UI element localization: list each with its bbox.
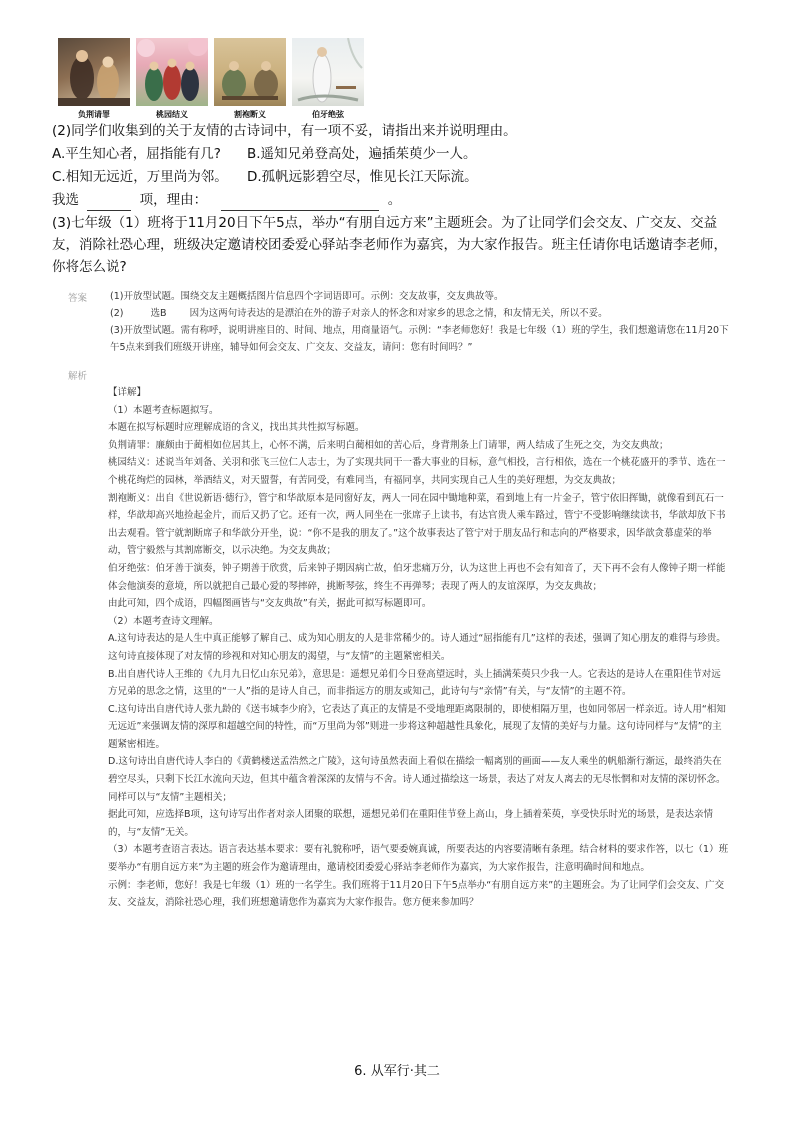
analysis-paragraph: （2）本题考查诗文理解。 (108, 615, 219, 627)
next-section-title: 6. 从军行·其二 (354, 1064, 440, 1079)
question-2-answer-line (52, 189, 401, 211)
illustration-boya-juexian (292, 38, 364, 106)
reason-blank[interactable] (221, 194, 379, 211)
analysis-paragraph: 据此可知，应选择B项，这句诗写出作者对亲人团聚的联想，遥想兄弟们在重阳佳节登上高山，身上插着茱萸，享受快乐时光的场景，是表达亲情的，与“友情”无关。 (108, 809, 714, 838)
option-a: A.平生知心者，屈指能有几? (52, 146, 221, 162)
answer-prefix: 我选 (52, 192, 79, 208)
analysis-paragraph: D.这句诗出自唐代诗人李白的《黄鹤楼送孟浩然之广陵》，这句诗虽然表面上看似在描绘一幅离别的画面——友人乘坐的帆船渐行渐远，最终消失在碧空尽头，只剩下长江水流向天边，但其中蕴含着深深的友情与不舍。诗人通过描绘这一场景，表达了对友人离去的无尽怅惘和对友情的深切怀念。同样可以与“友情”主题相关； (108, 756, 726, 803)
answer-line-1: (1)开放型试题。围绕交友主题概括图片信息四个字词语即可。示例：交友故事，交友典故等。 (110, 291, 504, 302)
illustration-fuxing-qingzui (58, 38, 130, 106)
analysis-block (108, 384, 730, 912)
analysis-paragraph: 伯牙绝弦：伯牙善于演奏，钟子期善于欣赏，后来钟子期因病亡故，伯牙悲痛万分，认为这世上再也不会有知音了，天下再不会有人像钟子期一样能体会他演奏的意境，所以就把自己最心爱的琴摔碎，挑断琴弦，终生不再弹琴；表现了两人的友谊深厚，为交友典故； (108, 562, 726, 592)
question-2-options-row-1 (52, 143, 477, 165)
answer-label: 答案 (68, 293, 88, 304)
image-caption: 伯牙绝弦 (312, 110, 344, 119)
analysis-paragraph: A.这句诗表达的是人生中真正能够了解自己、成为知心朋友的人是非常稀少的。诗人通过“屈指能有几”这样的表述，强调了知心朋友的难得与珍贵。这句诗直接体现了对友情的珍视和对知心朋友的渴望，与“友情”的主题紧密相关。 (108, 633, 726, 662)
image-caption: 桃园结义 (156, 110, 188, 119)
analysis-paragraph: 由此可知，四个成语，四幅图画皆与“交友典故”有关，据此可拟写标题即可。 (108, 598, 432, 610)
analysis-paragraph: 负荆请罪：廉颇由于蔺相如位居其上，心怀不满，后来明白蔺相如的苦心后，身背荆条上门请罪，两人结成了生死之交，为交友典故； (108, 439, 669, 451)
analysis-paragraph: B.出自唐代诗人王维的《九月九日忆山东兄弟》，意思是：遥想兄弟们今日登高望远时，头上插满茱萸只少我一人。它表达的是诗人在重阳佳节对远方兄弟的思念之情，这里的“一人”指的是诗人自己，而非指远方的朋友或知己，此诗句与“亲情”有关，与“友情”的主题不符。 (108, 668, 721, 698)
answer-line-3: (3)开放型试题。需有称呼，说明讲座目的、时间、地点，用商量语气。示例：“李老师您好！我是七年级（1）班的学生，我们想邀请您在11月20下午5点来到我们班级开讲座，辅导如何会交友、广交友、交益友，请问：您有时间吗？” (110, 325, 729, 353)
question-2-stem: (2)同学们收集到的关于友情的古诗词中，有一项不妥，请指出来并说明理由。 (52, 123, 517, 139)
image-card (292, 38, 364, 120)
answer-mid: 项，理由： (139, 192, 208, 208)
analysis-paragraph: 桃园结义：述说当年刘备、关羽和张飞三位仁人志士，为了实现共同干一番大事业的目标，意气相投，言行相依，选在一个桃花盛开的季节、选在一个桃花绚烂的园林，举酒结义，对天盟誓，有苦同受，有难同当，有福同享，共同实现自己人生的美好理想，为交友典故； (108, 457, 726, 486)
analysis-paragraph: （3）本题考查语言表达。语言表达基本要求：要有礼貌称呼，语气要委婉真诚，所要表达的内容要清晰有条理。结合材料的要求作答，以七（1）班要举办“有朋自远方来”为主题的班会作为邀请理由，邀请校团委爱心驿站李老师作为嘉宾，为大家作报告，注意明确时间和地点。 (108, 844, 729, 874)
image-strip (58, 38, 364, 120)
option-c: C.相知无远近，万里尚为邻。 (52, 169, 228, 185)
question-3-stem: (3)七年级（1）班将于11月20日下午5点，举办“有朋自远方来”主题班会。为了让同学们会交友、广交友、交益友，消除社恐心理，班级决定邀请校团委爱心驿站李老师作为嘉宾，为大家作报告。班主任请你电话邀请李老师，你将怎么说? (52, 215, 727, 275)
answer-end: 。 (387, 192, 402, 208)
image-caption: 割袍断义 (234, 110, 266, 119)
answer-line-2-text: 因为这两句诗表达的是漂泊在外的游子对亲人的怀念和对家乡的思念之情，和友情无关，所以不妥。 (189, 308, 608, 319)
analysis-paragraph: （1）本题考查标题拟写。 (108, 404, 219, 416)
analysis-paragraph: 割袍断义：出自《世说新语·德行》，管宁和华歆原本是同窗好友，两人一同在园中锄地种菜，看到地上有一片金子，管宁依旧挥锄，就像看到瓦石一样，华歆却高兴地捡起金片，而后又扔了它。还有一次，两人同坐在一张席子上读书，有达官贵人乘车路过，管宁不受影响继续读书，华歆却放下书出去观看。管宁就割断席子和华歆分开坐，说：“你不是我的朋友了。”这个故事表达了管宁对于朋友品行和志向的严格要求，因华歆贪慕虚荣的举动，管宁毅然与其割席断交，以示决绝。为交友典故； (108, 492, 726, 557)
choice-blank[interactable] (87, 194, 131, 211)
answer-line-2 (110, 305, 730, 322)
analysis-paragraph: 本题在拟写标题时应理解成语的含义，找出其共性拟写标题。 (108, 422, 365, 434)
image-card (58, 38, 130, 120)
analysis-paragraph: C.这句诗出自唐代诗人张九龄的《送韦城李少府》，它表达了真正的友情是不受地理距离限制的，即使相隔万里，也如同邻居一样亲近。诗人用“相知无远近”来强调友情的深厚和超越空间的特性，而“万里尚为邻”则进一步将这种超越性具象化，展现了友情的美好与力量。这句诗同样与“友情”的主题紧密相连。 (108, 703, 726, 750)
illustration-taoyuan-jieyi (136, 38, 208, 106)
image-card (214, 38, 286, 120)
illustration-gepao-duanyi (214, 38, 286, 106)
image-caption: 负荆请罪 (78, 110, 110, 119)
option-d: D.孤帆远影碧空尽，惟见长江天际流。 (247, 169, 478, 185)
analysis-paragraph: 【详解】 (108, 387, 147, 398)
analysis-label: 解析 (68, 371, 88, 382)
answer-line-2-num: (2) (110, 308, 124, 319)
option-b: B.遥知兄弟登高处，遍插茱萸少一人。 (247, 146, 477, 162)
analysis-paragraph: 示例：李老师，您好！我是七年级（1）班的一名学生。我们班将于11月20日下午5点举办“有朋自远方来”的主题班会。为了让同学们会交友、广交友、交益友，消除社恐心理，我们班想邀请您作为嘉宾为大家作报告。您方便来参加吗？ (108, 879, 725, 909)
answer-line-2-choice: 选B (150, 308, 167, 319)
image-card (136, 38, 208, 120)
question-2-options-row-2 (52, 166, 478, 188)
answer-block (110, 288, 730, 356)
